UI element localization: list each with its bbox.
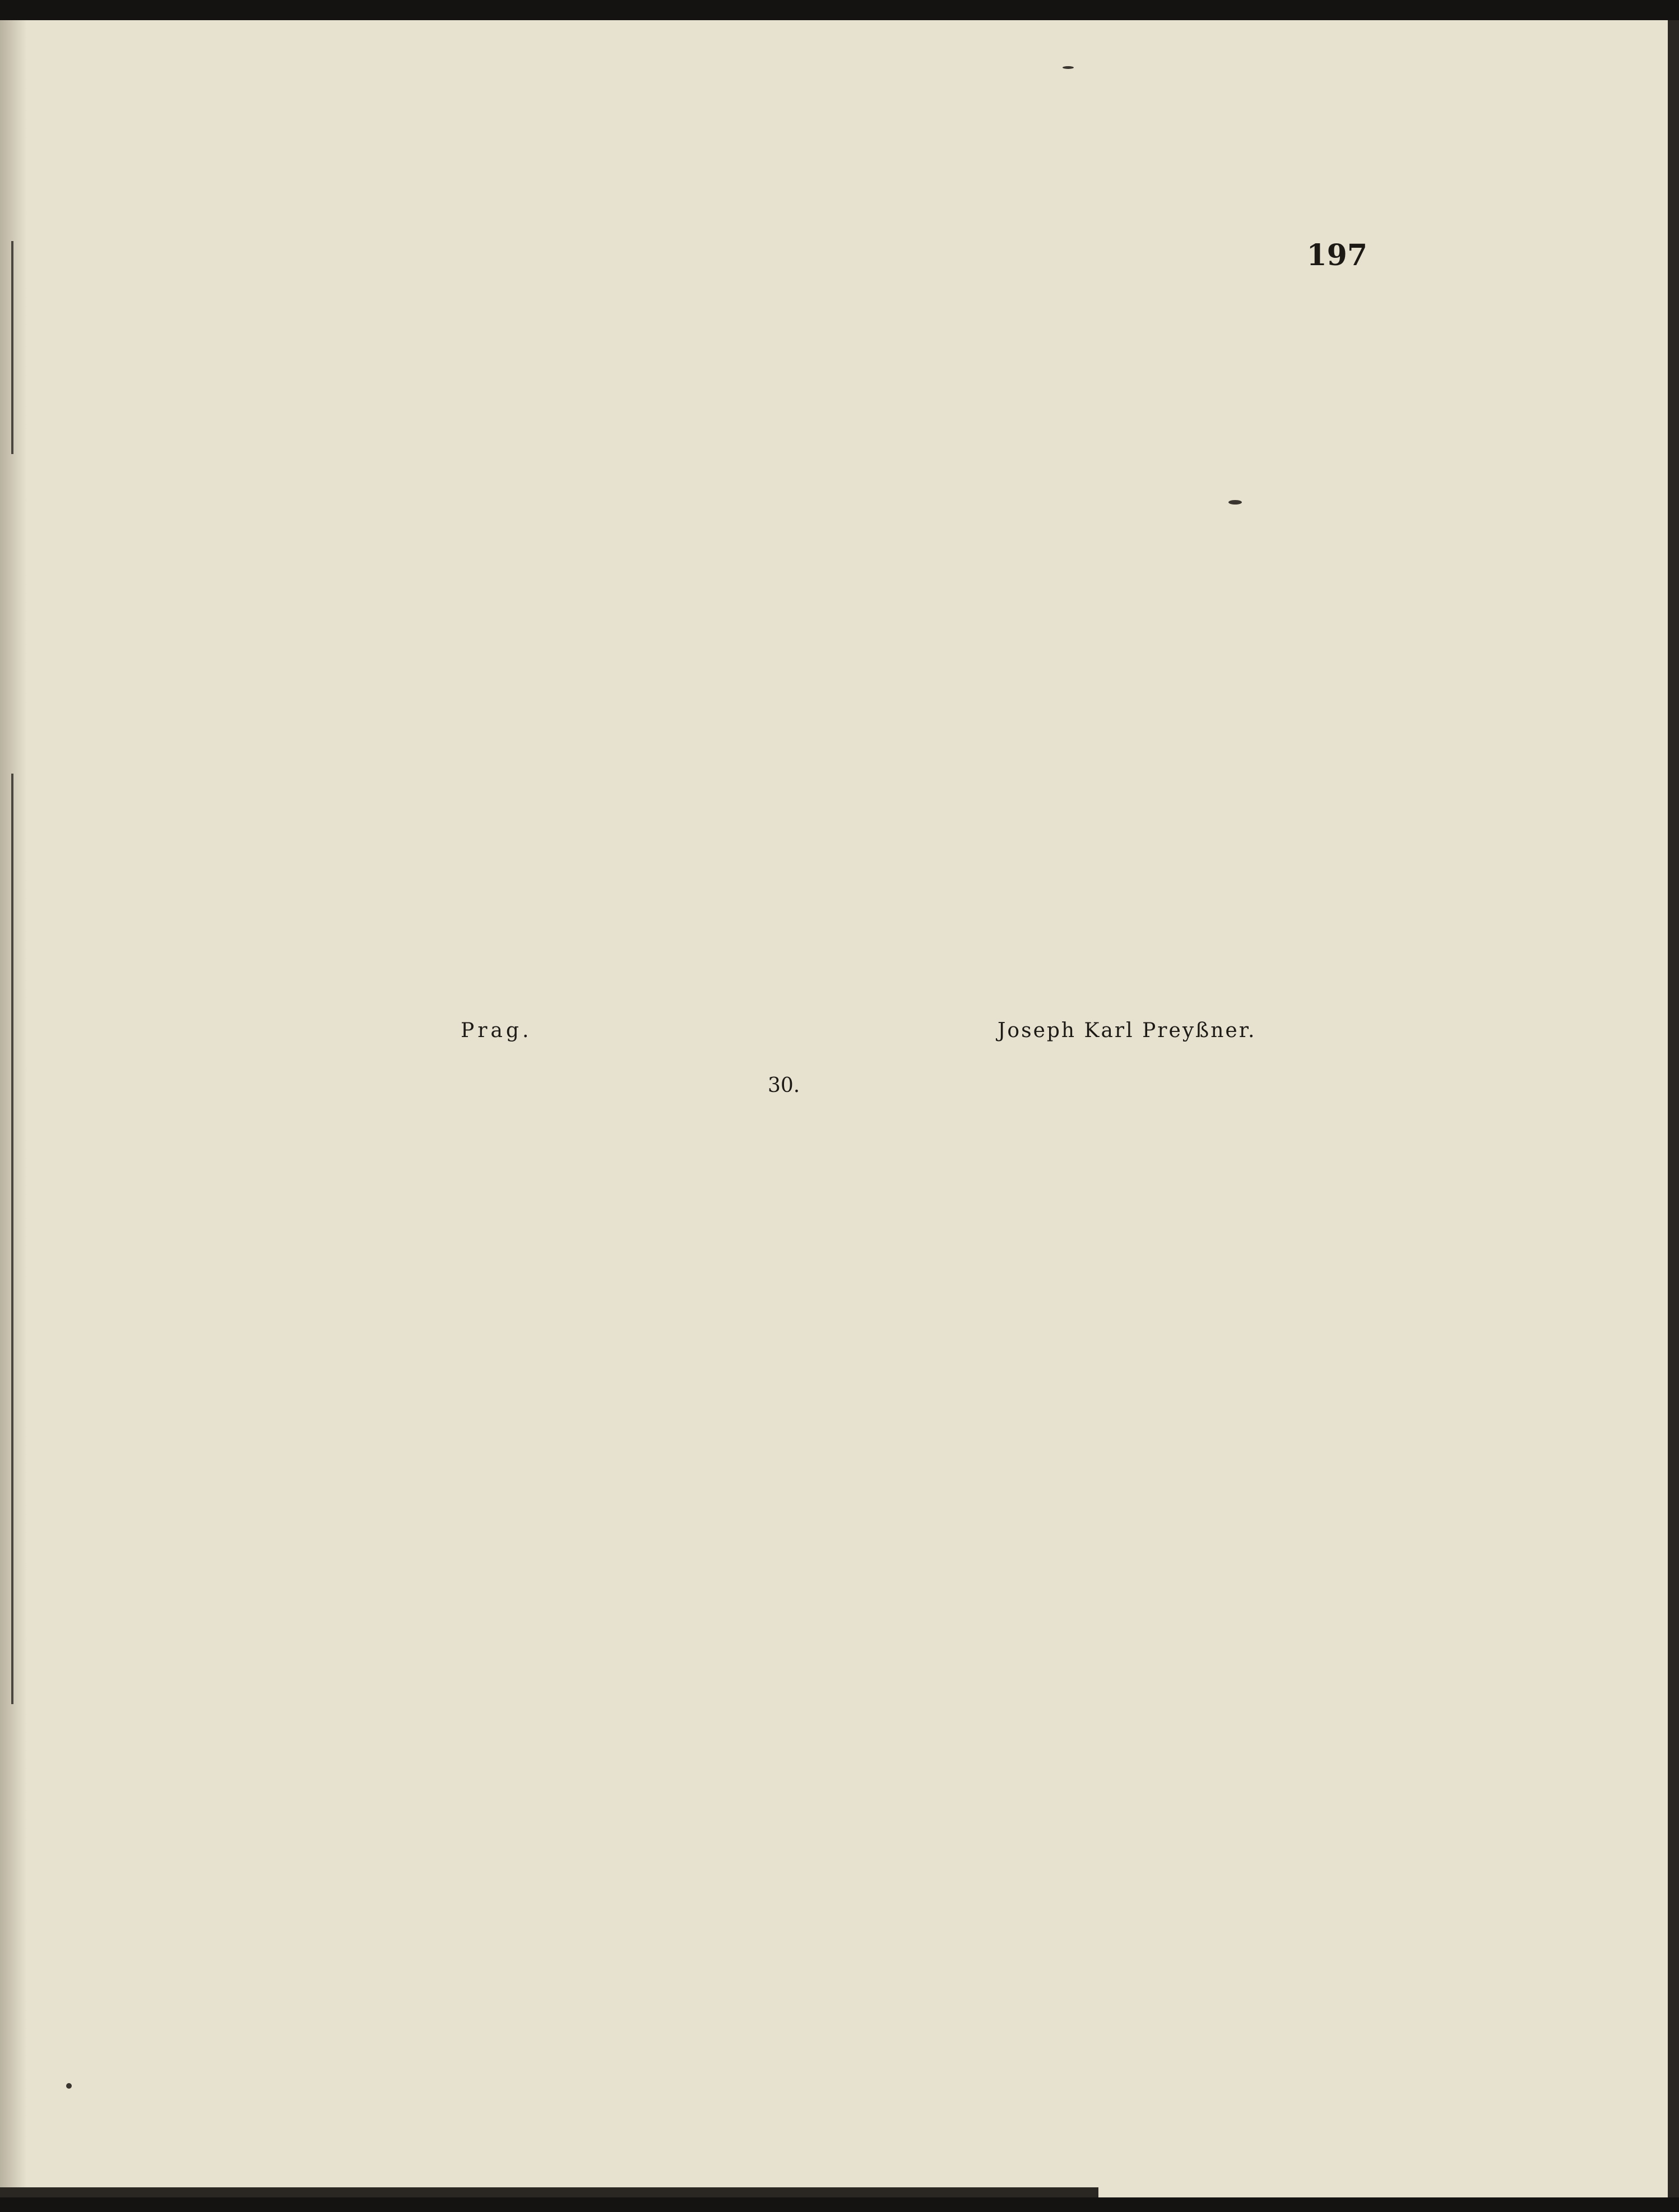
ink-speck — [1063, 66, 1074, 69]
scan-bottom-border — [0, 2197, 1679, 2212]
poem-number: 30. — [768, 1074, 800, 1097]
author-signature: Joseph Karl Preyßner. — [998, 1019, 1256, 1042]
gutter-line — [11, 241, 13, 454]
page-gutter-shadow — [0, 20, 27, 2197]
scan-top-border — [0, 0, 1679, 20]
place-signature: Prag. — [461, 1019, 532, 1042]
ink-speck — [66, 2083, 72, 2089]
page-number: 197 — [1306, 238, 1367, 272]
scan-bottom-shadow — [0, 2187, 1098, 2197]
gutter-line — [11, 774, 13, 1704]
ink-speck — [1228, 500, 1242, 505]
scan-right-border — [1668, 20, 1679, 2197]
